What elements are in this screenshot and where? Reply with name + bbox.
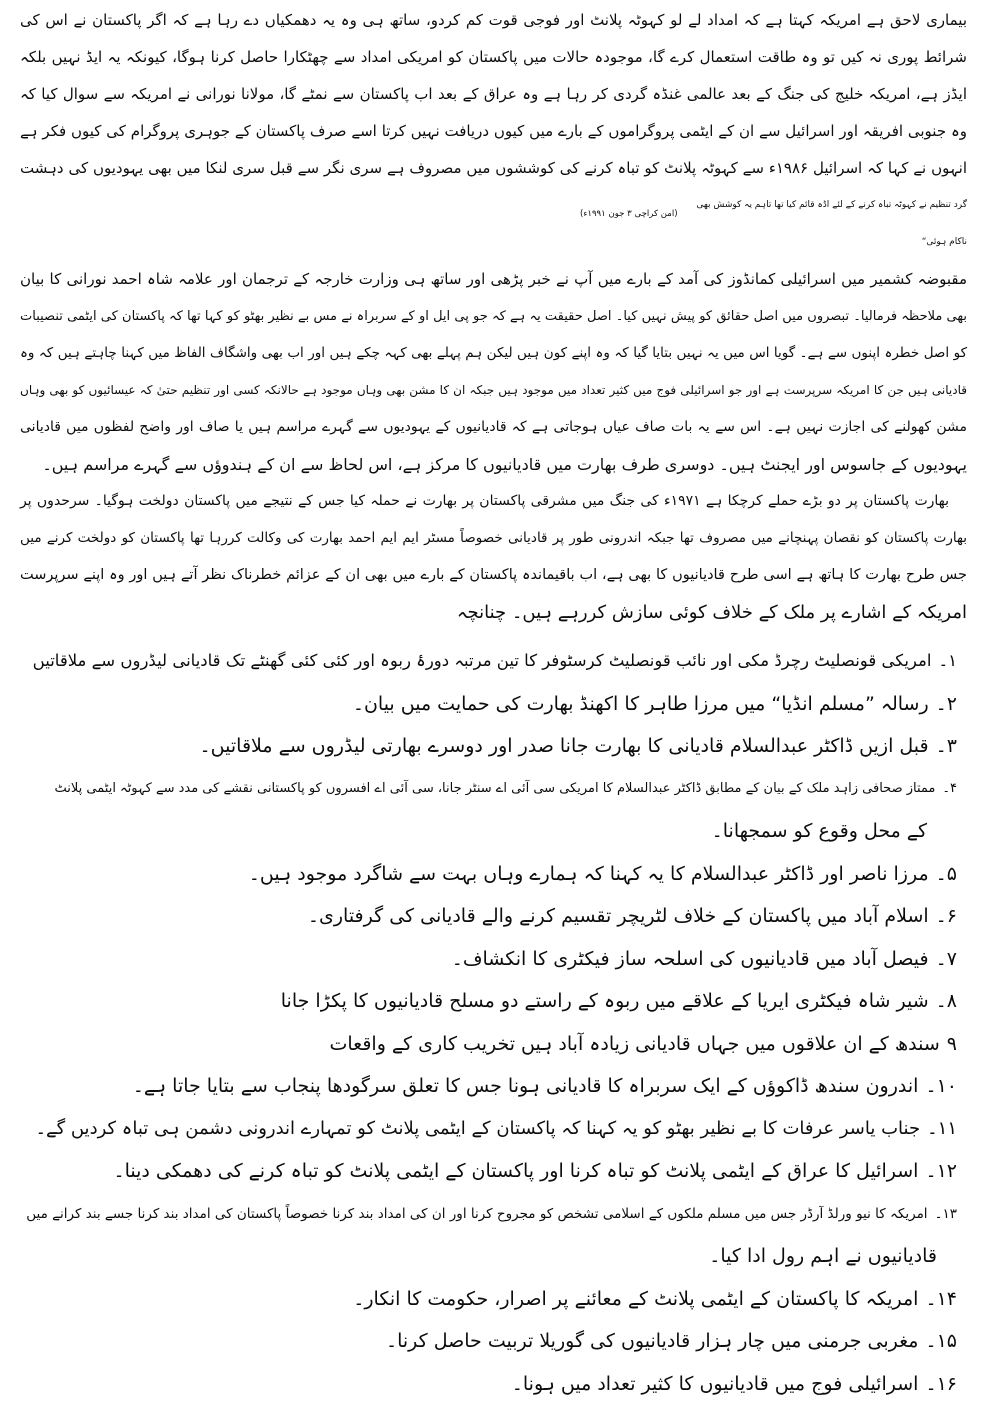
paragraph-line: ایڈز ہے، امریکہ خلیج کی جنگ کے بعد عالمی غنڈہ گردی کر رہا ہے وہ عراق کے بعد اب پاکستان سے نمٹے گا، مولانا نورانی نے امریکہ سے سوال کیا کہ <box>20 85 967 103</box>
list-item-text: اسلام آباد میں پاکستان کے خلاف لٹریچر تقسیم کرنے والے قادیانی کی گرفتاری۔ <box>307 905 929 927</box>
paragraph-line: بھی ملاحظہ فرمالیا۔ تبصروں میں اصل حقائق کو پیش نہیں کیا۔ اصل حقیقت یہ ہے کہ جو پی ایل او کے سربراہ نے مس بے نظیر بھٹو کو کہا تھا کہ پاکستان کی ایٹمی تنصیبات <box>20 309 967 324</box>
list-item <box>22 1363 957 1406</box>
list-item-number: ۱۳۔ <box>934 1205 957 1222</box>
list-item-text: امریکی قونصلیٹ رچرڈ مکی اور نائب قونصلیٹ کرسٹوفر کا تین مرتبہ دورۂ ربوہ اور کئی کئی گھنٹے تک قادیانی لیڈروں سے ملاقاتیں <box>32 651 932 670</box>
list-item-text: مرزا ناصر اور ڈاکٹر عبدالسلام کا یہ کہنا کہ ہمارے وہاں بہت سے شاگرد موجود ہیں۔ <box>248 862 929 885</box>
list-item-number: ۱۶۔ <box>925 1372 957 1395</box>
list-item-text: امریکہ کا پاکستان کے ایٹمی پلانٹ کے معائنے پر اصرار، حکومت کا انکار۔ <box>353 1287 919 1310</box>
list-item <box>22 1023 957 1066</box>
paragraph-line: کو اصل خطرہ اپنوں سے ہے۔ گویا اس میں یہ نہیں بتایا گیا کہ وہ اپنے کون ہیں لیکن ہم پہلے بھی کہہ چکے ہیں اور اب بھی واشگاف الفاظ میں کہنا چاہتے ہیں کہ وہ <box>20 345 967 361</box>
body-text <box>20 2 967 631</box>
paragraph-line: بھارت پاکستان کو نقصان پہنچانے میں مصروف تھا جبکہ اندرونی طور پر قادیانی خصوصاً مسٹر ایم ایم احمد بھارت کی وکالت کررہا تھا پاکستان کو دولخت کرنے میں <box>20 530 967 546</box>
paragraph-line: وہ جنوبی افریقہ اور اسرائیل سے ان کے ایٹمی پروگراموں کے بارے میں کیوں دریافت نہیں کرتا اسے صرف پاکستان کے جوہری پروگرام کی کیوں فکر ہے <box>20 122 967 140</box>
list-item <box>22 640 957 683</box>
list-item-number: ۴۔ <box>942 780 957 796</box>
list-item <box>22 683 957 726</box>
list-item <box>22 725 957 768</box>
list-item-continuation: قادیانیوں نے اہم رول ادا کیا۔ <box>709 1245 937 1267</box>
paragraph-line: گرد تنظیم نے کہوٹہ تباہ کرنے کے لئے اڈہ قائم کیا تھا تاہم یہ کوشش بھی ناکام ہوئی“ <box>696 200 967 247</box>
list-item-number: ۱۱۔ <box>927 1117 957 1139</box>
paragraph-line-with-citation <box>20 187 967 261</box>
paragraph-line: انہوں نے کہا کہ اسرائیل ۱۹۸۶ء سے کہوٹہ پلانٹ کو تباہ کرنے کی کوششوں میں مصروف ہے سری نگر سے قبل سری لنکا میں بھی یہودیوں کی دہشت <box>20 159 967 177</box>
list-item <box>22 1065 957 1108</box>
list-item <box>22 1320 957 1363</box>
list-item-text: ممتاز صحافی زاہد ملک کے بیان کے مطابق ڈاکٹر عبدالسلام کا امریکی سی آئی اے سنٹر جانا، سی آئی اے افسروں کو پاکستانی نقشے کی مدد سے کہوٹہ ایٹمی پلانٹ <box>54 780 936 796</box>
paragraph-line: بھارت پاکستان پر دو بڑے حملے کرچکا ہے ۱۹۷۱ء کی جنگ میں مشرقی پاکستان پر بھارت نے حملہ کیا جس کے نتیجے میں پاکستان دولخت ہوگیا۔ سرحدوں پر <box>20 493 950 509</box>
list-item-number: ۲۔ <box>935 692 957 715</box>
list-item-number: ۱۔ <box>938 651 957 670</box>
list-item-number: ۹ <box>946 1032 957 1055</box>
list-item <box>22 1193 957 1236</box>
paragraph-line: بیماری لاحق ہے امریکہ کہتا ہے کہ امداد لے لو کہوٹہ پلانٹ اور فوجی قوت کم کردو، ساتھ ہی وہ یہ دھمکیاں دے رہا ہے کہ اگر پاکستان نے اس کی <box>20 11 967 29</box>
list-item-text: رسالہ ”مسلم انڈیا“ میں مرزا طاہر کا اکھنڈ بھارت کی حمایت میں بیان۔ <box>352 692 929 715</box>
numbered-list <box>22 640 957 1405</box>
list-item-text: شیر شاہ فیکٹری ایریا کے علاقے میں ربوہ کے راستے دو مسلح قادیانیوں کا پکڑا جانا <box>280 990 929 1012</box>
paragraph-line: مقبوضہ کشمیر میں اسرائیلی کمانڈوز کی آمد کے بارے میں آپ نے خبر پڑھی اور ساتھ ہی وزارت خارجہ کے ترجمان اور علامہ شاہ احمد نورانی کا بیان <box>20 270 967 288</box>
list-item-text: فیصل آباد میں قادیانیوں کی اسلحہ ساز فیکٹری کا انکشاف۔ <box>451 947 929 970</box>
list-item-continuation: کے محل وقوع کو سمجھانا۔ <box>711 820 927 842</box>
list-item-number: ۱۰۔ <box>925 1075 957 1097</box>
list-item <box>22 895 957 938</box>
list-item-text: مغربی جرمنی میں چار ہزار قادیانیوں کی گوریلا تربیت حاصل کرنا۔ <box>385 1330 919 1352</box>
list-item <box>22 768 957 811</box>
list-item-number: ۸۔ <box>935 990 957 1012</box>
list-item-number: ۵۔ <box>935 862 957 885</box>
list-item-text: اسرائیلی فوج میں قادیانیوں کا کثیر تعداد میں ہونا۔ <box>511 1372 919 1395</box>
list-item <box>22 1278 957 1321</box>
list-item <box>22 1150 957 1193</box>
list-item <box>22 980 957 1023</box>
list-item <box>22 853 957 896</box>
paragraph-line: قادیانی ہیں جن کا امریکہ سرپرست ہے اور جو اسرائیلی فوج میں کثیر تعداد میں موجود ہیں جبکہ ان کا مشن بھی وہاں موجود ہے حالانکہ کسی اور تنظیم حتیٰ کہ عیسائیوں کو بھی وہاں <box>20 383 967 397</box>
source-citation: (امن کراچی ۳ جون ۱۹۹۱ء) <box>580 209 678 219</box>
list-item-text: امریکہ کا نیو ورلڈ آرڈر جس میں مسلم ملکوں کے اسلامی تشخص کو مجروح کرنا اور ان کی امداد بند کرنا خصوصاً پاکستان کی امداد بند کرنا جسے بند کرانے میں <box>26 1205 928 1222</box>
list-item-number: ۱۵۔ <box>925 1330 957 1352</box>
paragraph-line: مشن کھولنے کی اجازت نہیں ہے۔ اس سے یہ بات صاف عیاں ہوجاتی ہے کہ قادیانیوں کے یہودیوں سے گہرے مراسم ہیں یا صاف اور واضح لفظوں میں قادیانی <box>20 419 967 435</box>
list-item-text: اندرون سندھ ڈاکوؤں کے ایک سربراہ کا قادیانی ہونا جس کا تعلق سرگودھا پنجاب سے بتایا جاتا ہے۔ <box>132 1075 919 1097</box>
list-item-number: ۷۔ <box>935 947 957 970</box>
list-item-text: جناب یاسر عرفات کا بے نظیر بھٹو کو یہ کہنا کہ پاکستان کے ایٹمی پلانٹ کو تمہارے اندرونی دشمن ہی تباہ کردیں گے۔ <box>35 1117 921 1139</box>
list-item-number: ۶۔ <box>935 905 957 927</box>
list-item <box>22 938 957 981</box>
list-item-number: ۱۴۔ <box>925 1287 957 1310</box>
paragraph-line: شرائط پوری نہ کیں تو وہ طاقت استعمال کرے گا، موجودہ حالات میں پاکستان کو امریکی امداد سے چھٹکارا حاصل کرنا ہوگا، کیونکہ یہ ایڈ نہیں بلکہ <box>20 48 967 66</box>
list-item-text: قبل ازیں ڈاکٹر عبدالسلام قادیانی کا بھارت جانا صدر اور دوسرے بھارتی لیڈروں سے ملاقاتیں۔ <box>199 735 929 757</box>
paragraph-line: امریکہ کے اشارے پر ملک کے خلاف کوئی سازش کررہے ہیں۔ چنانچہ <box>456 602 967 623</box>
paragraph-line: یہودیوں کے جاسوس اور ایجنٹ ہیں۔ دوسری طرف بھارت میں قادیانیوں کا مرکز ہے، اس لحاظ سے ان کے ہندوؤں سے گہرے مراسم ہیں۔ <box>42 455 967 474</box>
list-item-text: سندھ کے ان علاقوں میں جہاں قادیانی زیادہ آباد ہیں تخریب کاری کے واقعات <box>329 1032 940 1055</box>
list-item-number: ۳۔ <box>935 735 957 757</box>
list-item-text: اسرائیل کا عراق کے ایٹمی پلانٹ کو تباہ کرنا اور پاکستان کے ایٹمی پلانٹ کو تباہ کرنے کی دھمکی دینا۔ <box>113 1160 919 1182</box>
paragraph-line: جس طرح بھارت کا ہاتھ ہے اسی طرح قادیانیوں کا بھی ہے، اب باقیماندہ پاکستان کے بارے میں بھی ان کے عزائم خطرناک نظر آتے ہیں اور وہ اپنے سرپرست <box>20 567 967 583</box>
list-item-number: ۱۲۔ <box>925 1160 957 1182</box>
list-item <box>22 1108 957 1151</box>
